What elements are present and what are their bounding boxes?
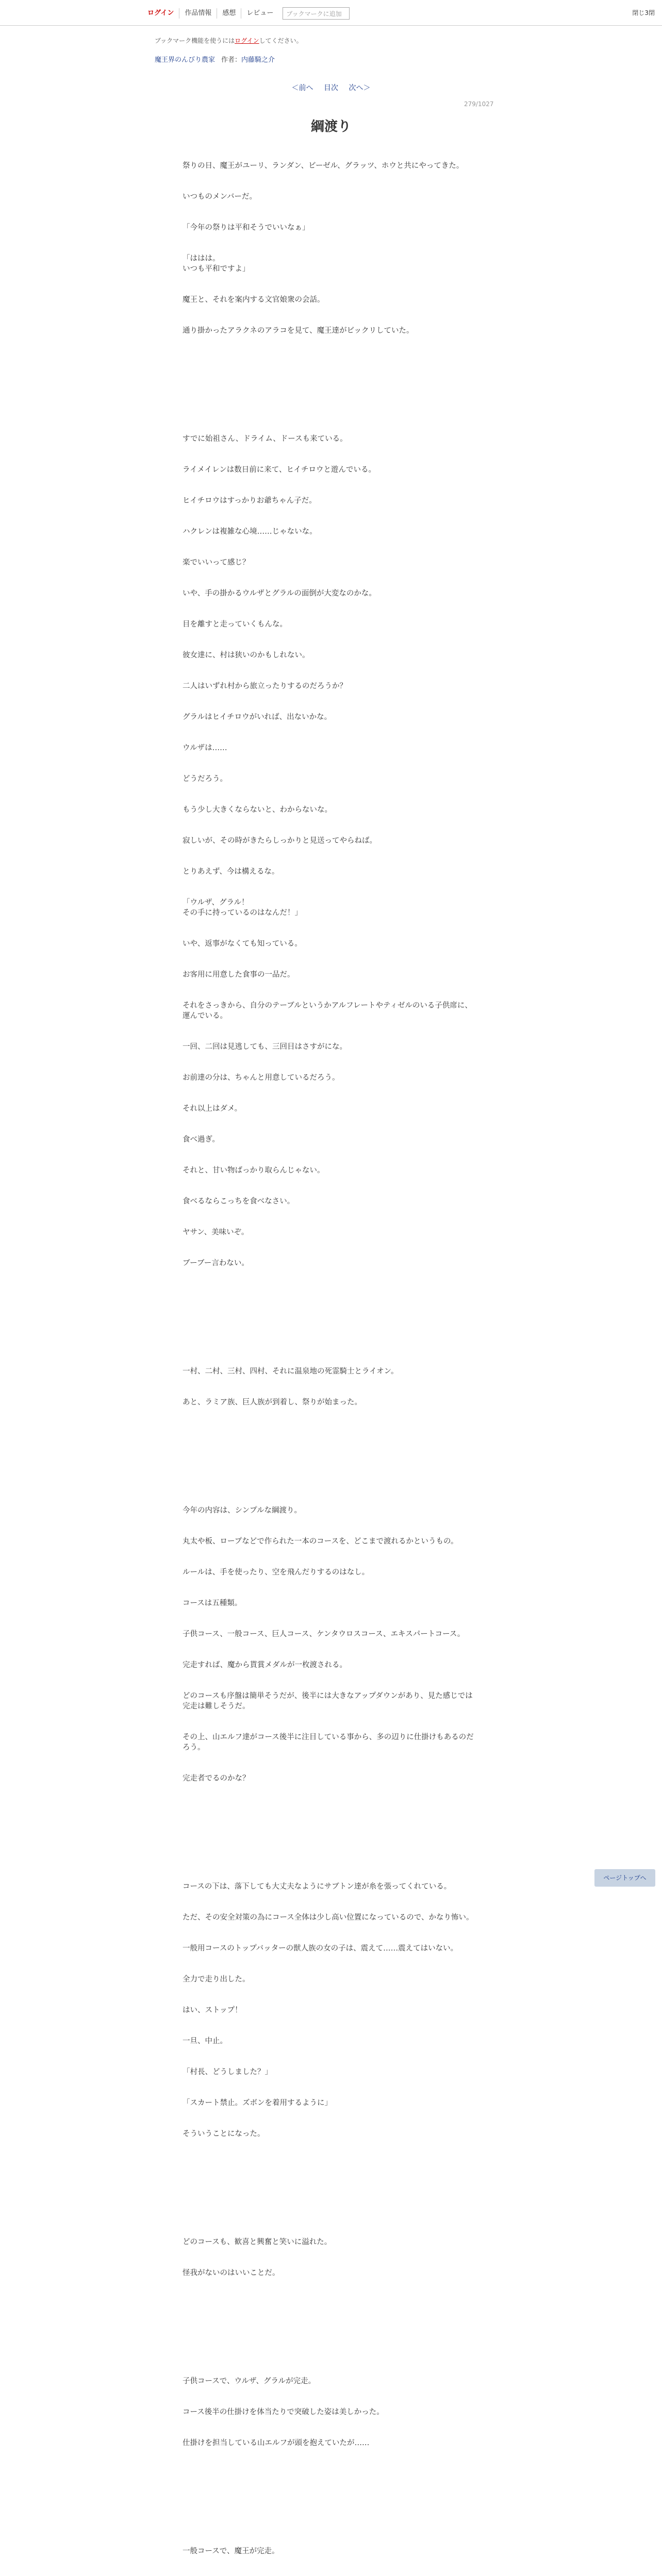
notice-login-link[interactable]: ログイン <box>235 37 259 44</box>
body-paragraph: あと、ラミア族、巨人族が到着し、祭りが始まった。 <box>183 1398 362 1406</box>
body-paragraph: コースの下は、落下しても大丈夫なようにサブトン達が糸を張ってくれている。 <box>183 1883 452 1891</box>
body-paragraph: いや、返事がなくても知っている。 <box>183 940 302 948</box>
body-paragraph: 「村長、どうしました？」 <box>183 2068 272 2076</box>
header-nav <box>147 7 350 20</box>
body-paragraph <box>183 2160 479 2170</box>
bookmark-add-button[interactable]: ブックマークに追加 <box>283 7 350 20</box>
body-paragraph: 一村、二村、三村、四村、それに温泉地の死霊騎士とライオン。 <box>183 1367 399 1376</box>
body-paragraph: その上、山エルフ達がコース後半に注目している事から、多の辺りに仕掛けもあるのだろう。 <box>183 1733 474 1752</box>
body-paragraph: はい、ストップ！ <box>183 2006 242 2014</box>
body-paragraph <box>183 357 479 367</box>
page-count: 279/1027 <box>464 100 494 108</box>
nav-item-impressions[interactable]: 感想 <box>217 8 241 19</box>
body-paragraph: お客用に用意した食事の一品だ。 <box>183 971 295 979</box>
notice-suffix: してください。 <box>259 37 303 44</box>
scroll-top-button[interactable]: ページトップへ <box>594 1869 655 1887</box>
body-paragraph: いや、手の掛かるウルザとグラルの面倒が大変なのかな。 <box>183 589 376 598</box>
body-paragraph: 食べ過ぎ。 <box>183 1136 220 1144</box>
body-paragraph: 一般用コースのトップバッターの獣人族の女の子は、震えて……震えてはいない。 <box>183 1944 458 1953</box>
body-paragraph <box>183 1289 479 1299</box>
body-paragraph: ヒイチロウはすっかりお爺ちゃん子だ。 <box>183 497 317 505</box>
body-paragraph: コース後半の仕掛けを体当たりで突破した姿は美しかった。 <box>183 2408 384 2416</box>
body-paragraph: 寂しいが、その時がきたらしっかりと見送ってやらねば。 <box>183 837 377 845</box>
prev-link[interactable]: ＜前へ <box>291 84 313 92</box>
body-paragraph: 「ははは。 いつも平和ですよ」 <box>183 255 250 273</box>
body-paragraph: ただ、その安全対策の為にコース全体は少し高い位置になっているので、かなり怖い。 <box>183 1913 474 1922</box>
body-paragraph: 丸太や板、ロープなどで作られた一本のコースを、どこまで渡れるかというもの。 <box>183 1537 458 1546</box>
login-link[interactable]: ログイン <box>147 9 174 17</box>
body-paragraph: 今年の内容は、シンプルな綱渡り。 <box>183 1506 302 1515</box>
work-title-link[interactable]: 魔王界のんびり農家 <box>155 56 216 64</box>
body-paragraph <box>183 1428 479 1438</box>
body-paragraph: 目を離すと走っていくもんな。 <box>183 620 287 629</box>
author-link[interactable]: 内藤騎之介 <box>241 56 275 64</box>
pager <box>0 82 662 93</box>
body-paragraph: 完走者でるのかな？ <box>183 1774 250 1783</box>
nav-item-work-info[interactable]: 作品情報 <box>179 8 217 19</box>
breadcrumb <box>155 54 275 64</box>
body-paragraph: 怪我がないのはいいことだ。 <box>183 2269 280 2277</box>
notice-prefix: ブックマーク機能を使うには <box>155 37 235 44</box>
body-paragraph: 二人はいずれ村から旅立ったりするのだろうか？ <box>183 682 347 690</box>
next-link[interactable]: 次へ＞ <box>349 84 371 92</box>
body-paragraph: ヤサン、美味いぞ。 <box>183 1228 249 1236</box>
body-paragraph: 魔王と、それを案内する文官娘衆の会話。 <box>183 296 325 304</box>
body-paragraph: 「スカート禁止。ズボンを着用するように」 <box>183 2099 332 2107</box>
body-paragraph: 楽でいいって感じ？ <box>183 558 250 567</box>
chapter-title: 綱渡り <box>310 119 351 134</box>
chapter-body <box>183 161 479 2576</box>
body-paragraph: 一般コースで、魔王が完走。 <box>183 2547 279 2555</box>
body-paragraph: ライメイレンは数日前に来て、ヒイチロウと遊んでいる。 <box>183 466 376 474</box>
close-button[interactable]: 閉じ3閉 <box>632 9 655 16</box>
body-paragraph <box>183 2469 479 2479</box>
body-paragraph: とりあえず、今は構えるな。 <box>183 868 279 876</box>
body-paragraph: コースは五種類。 <box>183 1599 242 1607</box>
body-paragraph: 一回、二回は見逃しても、三回目はさすがにな。 <box>183 1043 347 1051</box>
body-paragraph: どうだろう。 <box>183 775 227 783</box>
body-paragraph: それと、甘い物ばっかり取らんじゃない。 <box>183 1166 325 1175</box>
body-paragraph: すでに始祖さん、ドライム、ドースも来ている。 <box>183 435 347 443</box>
body-paragraph: ブーブー言わない。 <box>183 1259 249 1267</box>
body-paragraph: ハクレンは複雑な心境……じゃないな。 <box>183 528 317 536</box>
body-paragraph: 通り掛かったアラクネのアラコを見て、魔王達がビックリしていた。 <box>183 327 414 335</box>
body-paragraph: 「今年の祭りは平和そうでいいなぁ」 <box>183 224 310 232</box>
body-paragraph: そういうことになった。 <box>183 2130 265 2138</box>
bookmark-notice <box>155 36 303 45</box>
nav-item-review[interactable]: レビュー <box>241 8 278 19</box>
body-paragraph: ウルザは…… <box>183 744 227 752</box>
body-paragraph: 子供コースで、ウルザ、グラルが完走。 <box>183 2377 316 2385</box>
author-label: 作者： <box>221 56 242 64</box>
index-link[interactable]: 目次 <box>324 84 338 92</box>
body-paragraph: 彼女達に、村は狭いのかもしれない。 <box>183 651 310 659</box>
body-paragraph: お前達の分は、ちゃんと用意しているだろう。 <box>183 1074 340 1082</box>
body-paragraph: 食べるならこっちを食べなさい。 <box>183 1197 295 1206</box>
body-paragraph: もう少し大きくならないと、わからないな。 <box>183 806 332 814</box>
body-paragraph: それをさっきから、自分のテーブルというかアルフレートやティゼルのいる子供席に、運んでいる。 <box>183 1002 472 1020</box>
body-paragraph: 「ウルザ、グラル！ その手に持っているのはなんだ！」 <box>183 899 302 917</box>
body-paragraph: 子供コース、一般コース、巨人コース、ケンタウロスコース、エキスパートコース。 <box>183 1630 465 1638</box>
body-paragraph: ルールは、手を使ったり、空を飛んだりするのはなし。 <box>183 1568 370 1577</box>
body-paragraph: 完走すれば、魔から貰賞メダルが一枚渡される。 <box>183 1661 347 1669</box>
body-paragraph <box>183 2299 479 2309</box>
body-paragraph: どのコースも序盤は簡単そうだが、後半には大きなアップダウンがあり、見た感じでは完走は難しそうだ。 <box>183 1692 473 1710</box>
body-paragraph: 仕掛けを担当している山エルフが頭を抱えていたが…… <box>183 2439 370 2447</box>
header-bar <box>0 0 662 26</box>
body-paragraph: 全力で走り出した。 <box>183 1975 250 1984</box>
body-paragraph: それ以上はダメ。 <box>183 1105 242 1113</box>
body-paragraph: どのコースも、歓喜と興奮と笑いに溢れた。 <box>183 2238 332 2246</box>
body-paragraph: 祭りの日、魔王がユーリ、ランダン、ビーゼル、グラッツ、ホウと共にやってきた。 <box>183 162 464 170</box>
body-paragraph: グラルはヒイチロウがいれば、出ないかな。 <box>183 713 332 721</box>
body-paragraph <box>183 1804 479 1815</box>
body-paragraph: いつものメンバーだ。 <box>183 193 257 201</box>
body-paragraph: 一旦、中止。 <box>183 2037 227 2045</box>
